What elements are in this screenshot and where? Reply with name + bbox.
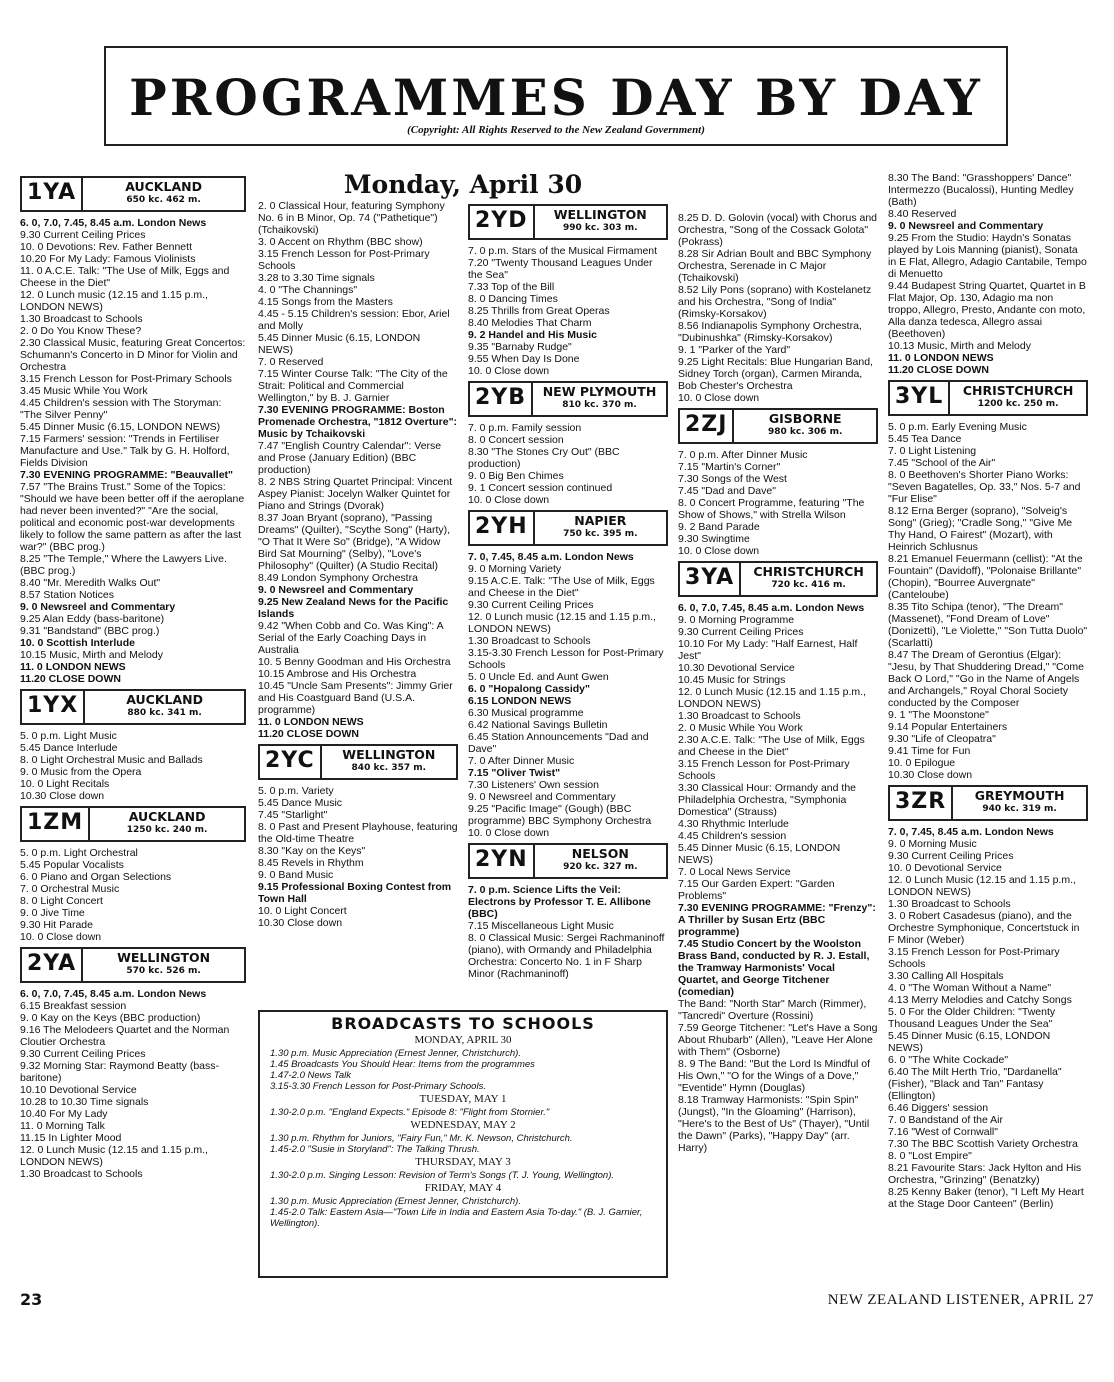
station-name: CHRISTCHURCH bbox=[753, 564, 864, 579]
listing: 9.44 Budapest String Quartet, Quartet in B Flat Major, Op. 130, Adagio ma non troppo, Allegro, Presto, Andante con moto, Alla danza tedesca, Allegro assai (Beethoven) bbox=[888, 280, 1086, 340]
station-box-3zr bbox=[888, 785, 1088, 821]
listing: 8. 0 Concert Programme, featuring "The Show of Shows," with Strella Wilson bbox=[678, 497, 865, 521]
listing: 8.47 The Dream of Gerontius (Elgar): "Jesu, by That Shuddering Dread," "Come Back O Lord," "Go in the Name of Angels and Archangels," Royal Choral Society conducted by the Composer bbox=[888, 649, 1085, 709]
listing: 7. 0 p.m. Science Lifts the Veil: Electrons by Professor T. E. Allibone (BBC) bbox=[468, 884, 651, 920]
listing: The Band: "North Star" March (Rimmer), "Tancredi" Overture (Rossini) bbox=[678, 998, 867, 1022]
listing: 10.15 Music, Mirth and Melody bbox=[20, 649, 163, 661]
listing: 8.56 Indianapolis Symphony Orchestra, "Dubinushka" (Rimsky-Korsakov) bbox=[678, 320, 862, 344]
listing: 9.30 Current Ceiling Prices bbox=[888, 850, 1014, 862]
station-box-2zj bbox=[678, 408, 878, 444]
page-header bbox=[104, 46, 1008, 146]
listing: 9. 0 Morning Programme bbox=[678, 614, 795, 626]
listing: 10.30 Close down bbox=[258, 917, 343, 929]
listing: 1.30 Broadcast to Schools bbox=[678, 710, 801, 722]
listing: 8.25 Kenny Baker (tenor), "I Left My Heart at the Stage Door Canteen" (Berlin) bbox=[888, 1186, 1084, 1210]
listing: 9. 0 Band Music bbox=[258, 869, 334, 881]
listing: 9.30 Current Ceiling Prices bbox=[20, 229, 146, 241]
column-3 bbox=[468, 200, 668, 980]
station-name: GISBORNE bbox=[768, 411, 842, 426]
listing: 4. 0 "The Channings" bbox=[258, 284, 358, 296]
listing: 9.25 From the Studio: Haydn's Sonatas played by Lois Manning (pianist), Sonata in E Flat, Allegro, Adagio Cantabile, Tempo di Menuetto bbox=[888, 232, 1087, 280]
listing: 4.45 Children's session bbox=[678, 830, 787, 842]
listing: 5. 0 For the Older Children: "Twenty Thousand Leagues Under the Sea" bbox=[888, 1006, 1056, 1030]
listing: 9. 0 Music from the Opera bbox=[20, 766, 142, 778]
listing: 7.30 Songs of the West bbox=[678, 473, 787, 485]
listing: 10. 0 Epilogue bbox=[888, 757, 956, 769]
listing: 7.16 "West of Cornwall" bbox=[888, 1126, 998, 1138]
listing: 7. 0, 7.45, 8.45 a.m. London News bbox=[468, 551, 634, 563]
listing: 9. 0 Newsreel and Commentary bbox=[888, 220, 1044, 232]
station-name: NEW PLYMOUTH bbox=[542, 384, 657, 399]
listing: 8. 0 Classical Music: Sergei Rachmaninoff (piano), with Ormandy and Philadelphia Orchestra: Concerto No. 1 in F Sharp Minor (Rachmaninoff) bbox=[468, 932, 665, 980]
station-frequency: 720 kc. 416 m. bbox=[771, 580, 846, 590]
listing: 8.40 "Mr. Meredith Walks Out" bbox=[20, 577, 161, 589]
column-2 bbox=[258, 200, 458, 929]
listing: 7.47 "English Country Calendar": Verse and Prose (January Edition) (BBC production) bbox=[258, 440, 442, 476]
listing: 7.45 "School of the Air" bbox=[888, 457, 996, 469]
station-box-2yn bbox=[468, 843, 668, 879]
listing: 10. 0 Devotions: Rev. Father Bennett bbox=[20, 241, 192, 253]
schools-item: 1.30-2.0 p.m. Singing Lesson: Revision of Term's Songs (T. J. Young, Wellington). bbox=[270, 1170, 615, 1181]
column-4 bbox=[678, 212, 878, 1154]
listing: 8. 0 "Lost Empire" bbox=[888, 1150, 972, 1162]
listing: 4.30 Rhythmic Interlude bbox=[678, 818, 789, 830]
listing: 11. 0 LONDON NEWS bbox=[258, 716, 364, 728]
listing: 9.35 "Barnaby Rudge" bbox=[468, 341, 572, 353]
station-call: 2YD bbox=[470, 206, 535, 238]
listing: 10.15 Ambrose and His Orchestra bbox=[258, 668, 417, 680]
listing: 3.15 French Lesson for Post-Primary Schools bbox=[678, 758, 850, 782]
listing: 8.25 D. D. Golovin (vocal) with Chorus and Orchestra, "Song of the Cossack Golota" (Pokrass) bbox=[678, 212, 878, 248]
listing: 10. 0 Devotional Service bbox=[888, 862, 1002, 874]
station-name: AUCKLAND bbox=[125, 179, 202, 194]
listing: 5.45 Dance Music bbox=[258, 797, 343, 809]
listing: 3.15 French Lesson for Post-Primary Schools bbox=[888, 946, 1060, 970]
listing: 11. 0 LONDON NEWS bbox=[888, 352, 994, 364]
listing: 9.30 Swingtime bbox=[678, 533, 750, 545]
column-5 bbox=[888, 172, 1088, 1210]
station-name: CHRISTCHURCH bbox=[962, 383, 1074, 398]
station-call: 1YX bbox=[22, 691, 85, 723]
station-box-1yx bbox=[20, 689, 246, 725]
listing: 1.30 Broadcast to Schools bbox=[888, 898, 1011, 910]
listing: 3.15 French Lesson for Post-Primary Schools bbox=[258, 248, 430, 272]
listing: 12. 0 Lunch Music (12.15 and 1.15 p.m., LONDON NEWS) bbox=[678, 686, 866, 710]
listing: 7.59 George Titchener: "Let's Have a Song About Rhubarb" (Allen), "Leave Her Alone with Them" (Osborne) bbox=[678, 1022, 878, 1058]
listing: 8. 0 Past and Present Playhouse, featuring the Old-time Theatre bbox=[258, 821, 458, 845]
listing: 9. 0 Kay on the Keys (BBC production) bbox=[20, 1012, 201, 1024]
listing: 9.30 Current Ceiling Prices bbox=[468, 599, 594, 611]
listing: 10. 0 Close down bbox=[468, 365, 550, 377]
listing: 5.45 Dinner Music (6.15, LONDON NEWS) bbox=[258, 332, 421, 356]
listing: 11.20 CLOSE DOWN bbox=[20, 673, 121, 685]
listing: 9. 0 Newsreel and Commentary bbox=[468, 791, 616, 803]
listing: 3.45 Music While You Work bbox=[20, 385, 148, 397]
schools-day: WEDNESDAY, MAY 2 bbox=[410, 1119, 516, 1131]
listing: 7. 0 Local News Service bbox=[678, 866, 791, 878]
listing: 9.42 "When Cobb and Co. Was King": A Serial of the Early Coaching Days in Australia bbox=[258, 620, 444, 656]
listing: 8.52 Lily Pons (soprano) with Kostelanetz and his Orchestra, "Song of India" (Rimsky-Korsakov) bbox=[678, 284, 872, 320]
listing: 6.15 Breakfast session bbox=[20, 1000, 127, 1012]
listing: 10. 0 Close down bbox=[678, 545, 760, 557]
listing: 4.45 Children's session with The Storyman: "The Silver Penny" bbox=[20, 397, 222, 421]
listing: 10.30 Close down bbox=[20, 790, 105, 802]
listing: 9.30 Hit Parade bbox=[20, 919, 93, 931]
listing: 10.45 Music for Strings bbox=[678, 674, 786, 686]
listing: 11.20 CLOSE DOWN bbox=[888, 364, 989, 376]
station-frequency: 1200 kc. 250 m. bbox=[977, 399, 1059, 409]
page-number: 23 bbox=[20, 1290, 43, 1309]
schools-day: FRIDAY, MAY 4 bbox=[424, 1182, 502, 1194]
listing: 10.10 Devotional Service bbox=[20, 1084, 137, 1096]
listing: 10.28 to 10.30 Time signals bbox=[20, 1096, 149, 1108]
listing: 9. 0 Big Ben Chimes bbox=[468, 470, 564, 482]
station-box-1zm bbox=[20, 806, 246, 842]
station-name: NAPIER bbox=[574, 513, 627, 528]
listing: 11.15 In Lighter Mood bbox=[20, 1132, 122, 1144]
listing: 12. 0 Lunch Music (12.15 and 1.15 p.m., LONDON NEWS) bbox=[888, 874, 1076, 898]
listing: 10. 0 Light Recitals bbox=[20, 778, 110, 790]
listing: 6.40 The Milt Herth Trio, "Dardanella" (Fisher), "Black and Tan" Fantasy (Ellington) bbox=[888, 1066, 1062, 1102]
listing: 7. 0 Bandstand of the Air bbox=[888, 1114, 1003, 1126]
listing: 8. 2 NBS String Quartet Principal: Vincent Aspey Pianist: Jocelyn Walker Quintet for Piano and Strings (Dvorak) bbox=[258, 476, 453, 512]
listing: 9. 1 "The Moonstone" bbox=[888, 709, 989, 721]
listing: 1.30 Broadcast to Schools bbox=[468, 635, 591, 647]
listing: 6. 0, 7.0, 7.45, 8.45 a.m. London News bbox=[20, 988, 207, 1000]
station-call: 3ZR bbox=[890, 787, 953, 819]
station-call: 2ZJ bbox=[680, 410, 734, 442]
listing: 7.30 The BBC Scottish Variety Orchestra bbox=[888, 1138, 1078, 1150]
listing: 5. 0 p.m. Variety bbox=[258, 785, 334, 797]
station-box-2yd bbox=[468, 204, 668, 240]
listing: 5.45 Dinner Music (6.15, LONDON NEWS) bbox=[678, 842, 841, 866]
listing: 8.21 Emanuel Feuermann (cellist): "At the Fountain" (Davidoff), "Polonaise Brillante" (Chopin), "Bourree Auvergnate" (Canteloube) bbox=[888, 553, 1083, 601]
listing: 5.45 Dinner Music (6.15, LONDON NEWS) bbox=[20, 421, 221, 433]
listing: 10. 0 Close down bbox=[678, 392, 760, 404]
listing: 4.13 Merry Melodies and Catchy Songs bbox=[888, 994, 1072, 1006]
listing: 7.30 EVENING PROGRAMME: Boston Promenade Orchestra, "1812 Overture": Music by Tchaikovski bbox=[258, 404, 458, 440]
station-box-2yb bbox=[468, 381, 668, 417]
listing: 8.21 Favourite Stars: Jack Hylton and His Orchestra, "Grinzing" (Benatzky) bbox=[888, 1162, 1082, 1186]
listing: 3.15-3.30 French Lesson for Post-Primary Schools bbox=[468, 647, 664, 671]
column-1 bbox=[20, 172, 246, 1180]
listing: 6. 0, 7.0, 7.45, 8.45 a.m. London News bbox=[20, 217, 207, 229]
listing: 11. 0 LONDON NEWS bbox=[20, 661, 126, 673]
schools-day: MONDAY, APRIL 30 bbox=[414, 1034, 512, 1046]
listing: 7.45 Studio Concert by the Woolston Brass Band, conducted by R. J. Estall, the Tramway Harmonists' Vocal Quartet, and George Titchener (comedian) bbox=[678, 938, 870, 998]
listing: 5. 0 p.m. Early Evening Music bbox=[888, 421, 1027, 433]
schools-item: 1.45-2.0 Talk: Eastern Asia—"Town Life in India and Eastern Asia To-day." (B. J. Garnier, Wellington). bbox=[270, 1207, 643, 1229]
listing: 7. 0 Orchestral Music bbox=[20, 883, 120, 895]
day-title: Monday, April 30 bbox=[343, 170, 583, 199]
listing: 9.25 Alan Eddy (bass-baritone) bbox=[20, 613, 165, 625]
schools-item: 1.45 Broadcasts You Should Hear: Items from the programmes bbox=[270, 1059, 535, 1070]
listing: 10.30 Close down bbox=[888, 769, 973, 781]
station-call: 2YN bbox=[470, 845, 535, 877]
listing: 3.30 Calling All Hospitals bbox=[888, 970, 1004, 982]
listing: 6. 0 "The White Cockade" bbox=[888, 1054, 1009, 1066]
listing: 8.49 London Symphony Orchestra bbox=[258, 572, 418, 584]
station-name: WELLINGTON bbox=[117, 950, 211, 965]
listing: 5.45 Dinner Music (6.15, LONDON NEWS) bbox=[888, 1030, 1051, 1054]
listing: 4. 0 "The Woman Without a Name" bbox=[888, 982, 1052, 994]
listing: 12. 0 Lunch music (12.15 and 1.15 p.m., LONDON NEWS) bbox=[20, 289, 208, 313]
listing: 12. 0 Lunch music (12.15 and 1.15 p.m., LONDON NEWS) bbox=[468, 611, 656, 635]
listing: 1.30 Broadcast to Schools bbox=[20, 313, 143, 325]
listing: 3.30 Classical Hour: Ormandy and the Philadelphia Orchestra, "Symphonia Domestica" (Strauss) bbox=[678, 782, 857, 818]
listing: 9.31 "Bandstand" (BBC prog.) bbox=[20, 625, 160, 637]
listing: 10.30 Devotional Service bbox=[678, 662, 795, 674]
listing: 10. 0 Close down bbox=[468, 827, 550, 839]
listing: 5. 0 p.m. Light Music bbox=[20, 730, 117, 742]
listing: 11.20 CLOSE DOWN bbox=[258, 728, 359, 740]
listing: 8.30 The Band: "Grasshoppers' Dance" Intermezzo (Bucalossi), Hunting Medley (Bath) bbox=[888, 172, 1074, 208]
listing: 10.10 For My Lady: "Half Earnest, Half Jest" bbox=[678, 638, 858, 662]
listing: 7.15 "Oliver Twist" bbox=[468, 767, 561, 779]
listing: 9.30 Current Ceiling Prices bbox=[20, 1048, 146, 1060]
listing: 6. 0, 7.0, 7.45, 8.45 a.m. London News bbox=[678, 602, 865, 614]
schools-day: THURSDAY, MAY 3 bbox=[415, 1156, 511, 1168]
listing: 8.35 Tito Schipa (tenor), "The Dream" (Massenet), "Fond Dream of Love" (Donizetti), "Le Violette," "Son Tutta Duolo" (Scarlatti) bbox=[888, 601, 1088, 649]
listing: 2. 0 Music While You Work bbox=[678, 722, 803, 734]
listing: 9.25 "Pacific Image" (Gough) (BBC programme) BBC Symphony Orchestra bbox=[468, 803, 652, 827]
listing: 6. 0 "Hopalong Cassidy" bbox=[468, 683, 590, 695]
listing: 3. 0 Accent on Rhythm (BBC show) bbox=[258, 236, 423, 248]
station-frequency: 980 kc. 306 m. bbox=[767, 427, 843, 437]
station-frequency: 920 kc. 327 m. bbox=[563, 862, 638, 872]
listing: 7.57 "The Brains Trust." Some of the Topics: "Should we have been better off if the aeroplane had never been invented?" "Are the social, political and economic post-war developments likely to follow the same pattern as after the last war?" (BBC prog.) bbox=[20, 481, 245, 553]
station-name: AUCKLAND bbox=[126, 692, 203, 707]
station-call: 2YA bbox=[22, 949, 83, 981]
listing: 8.37 Joan Bryant (soprano), "Passing Dreams" (Quilter), "Scythe Song" (Harty), "O That It Were So" (Bridge), "A Widow Bird Sat Mourning" (Selby), "Love's Philosophy" (Quilter) (A Studio Recital) bbox=[258, 512, 451, 572]
listing: 10. 0 Close down bbox=[468, 494, 550, 506]
schools-item: 1.30 p.m. Music Appreciation (Ernest Jenner, Christchurch). bbox=[270, 1196, 521, 1207]
listing: 7. 0 After Dinner Music bbox=[468, 755, 575, 767]
listing: 10.20 For My Lady: Famous Violinists bbox=[20, 253, 196, 265]
listing: 7.15 Winter Course Talk: "The City of the Strait: Political and Commercial Wellington," by B. J. Garnier bbox=[258, 368, 448, 404]
schools-box bbox=[258, 1010, 668, 1278]
listing: 6. 0 Piano and Organ Selections bbox=[20, 871, 172, 883]
listing: 7.20 "Twenty Thousand Leagues Under the Sea" bbox=[468, 257, 653, 281]
station-name: WELLINGTON bbox=[553, 207, 647, 222]
listing: 8.57 Station Notices bbox=[20, 589, 114, 601]
listing: 6.15 LONDON NEWS bbox=[468, 695, 572, 707]
station-box-2yc bbox=[258, 744, 458, 780]
listing: 12. 0 Lunch Music (12.15 and 1.15 p.m., LONDON NEWS) bbox=[20, 1144, 208, 1168]
listing: 9. 1 "Parker of the Yard" bbox=[678, 344, 791, 356]
listing: 8.30 "The Stones Cry Out" (BBC production) bbox=[468, 446, 620, 470]
listing: 8.18 Tramway Harmonists: "Spin Spin" (Jungst), "In the Gloaming" (Harrison), "Here's to the Best of Us" (Thayer), "Until the Dawn" (Parks), "Happy Day" (arr. Harry) bbox=[678, 1094, 870, 1154]
listing: 1.30 Broadcast to Schools bbox=[20, 1168, 143, 1180]
listing: 7. 0 Reserved bbox=[258, 356, 324, 368]
listing: 9. 0 Newsreel and Commentary bbox=[258, 584, 414, 596]
schools-item: 1.30 p.m. Music Appreciation (Ernest Jenner, Christchurch). bbox=[270, 1048, 521, 1059]
schools-title: BROADCASTS TO SCHOOLS bbox=[331, 1014, 595, 1033]
listing: 8.12 Erna Berger (soprano), "Solveig's Song" (Grieg); "Cradle Song," "Give Me Thy Hand, O Fairest" (Mozart), with Heinrich Schlusnus bbox=[888, 505, 1073, 553]
station-name: AUCKLAND bbox=[128, 809, 206, 824]
listing: 5.45 Dance Interlude bbox=[20, 742, 118, 754]
listing: 9.55 When Day Is Done bbox=[468, 353, 580, 365]
listing: 7.15 Farmers' session: "Trends in Fertiliser Manufacture and Use." Talk by G. H. Holford, Fields Division bbox=[20, 433, 230, 469]
schools-item: 1.47-2.0 News Talk bbox=[270, 1070, 351, 1081]
listing: 9. 2 Handel and His Music bbox=[468, 329, 597, 341]
listing: 3.15 French Lesson for Post-Primary Schools bbox=[20, 373, 232, 385]
listing: 7. 0 p.m. Family session bbox=[468, 422, 582, 434]
listing: 9. 0 Morning Music bbox=[888, 838, 977, 850]
listing: 8.45 Revels in Rhythm bbox=[258, 857, 364, 869]
publication-line: NEW ZEALAND LISTENER, APRIL 27 bbox=[827, 1292, 1094, 1308]
copyright-notice: (Copyright: All Rights Reserved to the New Zealand Government) bbox=[407, 124, 705, 136]
listing: 10.40 For My Lady bbox=[20, 1108, 108, 1120]
listing: 8. 9 The Band: "But the Lord Is Mindful of His Own," "O for the Wings of a Dove," "Eventide" Hymn (Douglas) bbox=[678, 1058, 871, 1094]
station-frequency: 940 kc. 319 m. bbox=[982, 804, 1057, 814]
schools-item: 1.30-2.0 p.m. "England Expects." Episode 8: "Flight from Stornier." bbox=[270, 1107, 550, 1118]
listing: 7.30 EVENING PROGRAMME: "Beauvallet" bbox=[20, 469, 234, 481]
listing: 10.45 "Uncle Sam Presents": Jimmy Grier and His Coastguard Band (U.S.A. programme) bbox=[258, 680, 453, 716]
listing: 7. 0, 7.45, 8.45 a.m. London News bbox=[888, 826, 1054, 838]
listing: 9. 2 Band Parade bbox=[678, 521, 760, 533]
listing: 9.15 A.C.E. Talk: "The Use of Milk, Eggs and Cheese in the Diet" bbox=[468, 575, 655, 599]
station-box-2yh bbox=[468, 510, 668, 546]
listing: 8.25 Thrills from Great Operas bbox=[468, 305, 610, 317]
station-name: NELSON bbox=[571, 846, 629, 861]
listing: 2. 0 Do You Know These? bbox=[20, 325, 142, 337]
listing: 9.15 Professional Boxing Contest from Town Hall bbox=[258, 881, 452, 905]
listing: 5. 0 Uncle Ed. and Aunt Gwen bbox=[468, 671, 609, 683]
listing: 5.45 Tea Dance bbox=[888, 433, 962, 445]
station-frequency: 990 kc. 303 m. bbox=[562, 223, 638, 233]
listing: 6.42 National Savings Bulletin bbox=[468, 719, 608, 731]
listing: 2.30 A.C.E. Talk: "The Use of Milk, Eggs and Cheese in the Diet" bbox=[678, 734, 865, 758]
station-call: 1YA bbox=[22, 178, 83, 210]
listing: 8. 0 Concert session bbox=[468, 434, 564, 446]
listing: 8. 0 Beethoven's Shorter Piano Works: "Seven Bagatelles, Op. 33," Nos. 5-7 and "Fur Elise" bbox=[888, 469, 1081, 505]
station-box-3ya bbox=[678, 561, 878, 597]
station-box-1ya bbox=[20, 176, 246, 212]
listing: 2. 0 Classical Hour, featuring Symphony No. 6 in B Minor, Op. 74 ("Pathetique") (Tchaikovski) bbox=[258, 200, 445, 236]
station-frequency: 570 kc. 526 m. bbox=[126, 966, 201, 976]
listing: 7. 0 Light Listening bbox=[888, 445, 977, 457]
listing: 9.25 Light Recitals: Blue Hungarian Band, Sidney Torch (organ), Carmen Miranda, Bob Chester's Orchestra bbox=[678, 356, 873, 392]
listing: 7.15 "Martin's Corner" bbox=[678, 461, 781, 473]
listing: 6.46 Diggers' session bbox=[888, 1102, 989, 1114]
listing: 10. 0 Scottish Interlude bbox=[20, 637, 135, 649]
station-name: GREYMOUTH bbox=[974, 788, 1065, 803]
listing: 11. 0 Morning Talk bbox=[20, 1120, 105, 1132]
listing: 9.30 Current Ceiling Prices bbox=[678, 626, 804, 638]
station-call: 3YA bbox=[680, 563, 741, 595]
schools-item: 1.45-2.0 "Susie in Storyland": The Talking Thrush. bbox=[270, 1144, 480, 1155]
listing: 6.30 Musical programme bbox=[468, 707, 584, 719]
listing: 7.45 "Starlight" bbox=[258, 809, 328, 821]
listing: 8.40 Reserved bbox=[888, 208, 957, 220]
listing: 7.30 Listeners' Own session bbox=[468, 779, 599, 791]
listing: 10.13 Music, Mirth and Melody bbox=[888, 340, 1031, 352]
station-frequency: 1250 kc. 240 m. bbox=[126, 825, 208, 835]
schools-item: 1.30 p.m. Rhythm for Juniors, "Fairy Fun," Mr. K. Newson, Christchurch. bbox=[270, 1133, 573, 1144]
station-frequency: 810 kc. 370 m. bbox=[562, 400, 637, 410]
listing: 7. 0 p.m. Stars of the Musical Firmament bbox=[468, 245, 658, 257]
listing: 7.15 Miscellaneous Light Music bbox=[468, 920, 614, 932]
station-frequency: 880 kc. 341 m. bbox=[127, 708, 202, 718]
listing: 10. 0 Light Concert bbox=[258, 905, 347, 917]
schools-day: TUESDAY, MAY 1 bbox=[419, 1093, 507, 1105]
listing: 8.40 Melodies That Charm bbox=[468, 317, 592, 329]
listing: 9.30 "Life of Cleopatra" bbox=[888, 733, 996, 745]
listing: 8.25 "The Temple," Where the Lawyers Live. (BBC prog.) bbox=[20, 553, 227, 577]
listing: 8. 0 Light Concert bbox=[20, 895, 103, 907]
listing: 9.14 Popular Entertainers bbox=[888, 721, 1008, 733]
station-frequency: 840 kc. 357 m. bbox=[351, 763, 427, 773]
station-name: WELLINGTON bbox=[342, 747, 436, 762]
listing: 9. 0 Jive Time bbox=[20, 907, 85, 919]
listing: 5. 0 p.m. Light Orchestral bbox=[20, 847, 138, 859]
listing: 4.15 Songs from the Masters bbox=[258, 296, 393, 308]
listing: 9.32 Morning Star: Raymond Beatty (bass-baritone) bbox=[20, 1060, 220, 1084]
station-call: 1ZM bbox=[22, 808, 90, 840]
listing: 7.30 EVENING PROGRAMME: "Frenzy": A Thriller by Susan Ertz (BBC programme) bbox=[678, 902, 876, 938]
station-call: 2YH bbox=[470, 512, 535, 544]
listing: 2.30 Classical Music, featuring Great Concertos: Schumann's Concerto in D Minor for Violin and Orchestra bbox=[20, 337, 246, 373]
listing: 7.45 "Dad and Dave" bbox=[678, 485, 776, 497]
listing: 8. 0 Dancing Times bbox=[468, 293, 558, 305]
listing: 9. 0 Morning Variety bbox=[468, 563, 562, 575]
listing: 10. 0 Close down bbox=[20, 931, 102, 943]
station-box-2ya bbox=[20, 947, 246, 983]
listing: 7. 0 p.m. After Dinner Music bbox=[678, 449, 808, 461]
page-title: PROGRAMMES DAY BY DAY bbox=[129, 68, 983, 127]
station-call: 3YL bbox=[890, 382, 950, 414]
listing: 8.28 Sir Adrian Boult and BBC Symphony Orchestra, Serenade in C Major (Tchaikovski) bbox=[678, 248, 872, 284]
listing: 8.30 "Kay on the Keys" bbox=[258, 845, 366, 857]
listing: 6.45 Station Announcements "Dad and Dave" bbox=[468, 731, 649, 755]
schools-item: 3.15-3.30 French Lesson for Post-Primary Schools. bbox=[270, 1081, 486, 1092]
station-frequency: 750 kc. 395 m. bbox=[563, 529, 638, 539]
listing: 9.16 The Melodeers Quartet and the Norman Cloutier Orchestra bbox=[20, 1024, 230, 1048]
listing: 7.33 Top of the Bill bbox=[468, 281, 555, 293]
listing: 8. 0 Light Orchestral Music and Ballads bbox=[20, 754, 203, 766]
listing: 9.25 New Zealand News for the Pacific Islands bbox=[258, 596, 449, 620]
listing: 5.45 Popular Vocalists bbox=[20, 859, 124, 871]
listing: 9. 1 Concert session continued bbox=[468, 482, 613, 494]
listing: 9.41 Time for Fun bbox=[888, 745, 971, 757]
listing: 4.45 - 5.15 Children's session: Ebor, Ariel and Molly bbox=[258, 308, 450, 332]
listing: 3. 0 Robert Casadesus (piano), and the Orchestre Symphonique, Concertstuck in F Minor (Weber) bbox=[888, 910, 1080, 946]
listing: 11. 0 A.C.E. Talk: "The Use of Milk, Eggs and Cheese in the Diet" bbox=[20, 265, 230, 289]
listing: 3.28 to 3.30 Time signals bbox=[258, 272, 375, 284]
station-frequency: 650 kc. 462 m. bbox=[126, 195, 201, 205]
listing: 10. 5 Benny Goodman and His Orchestra bbox=[258, 656, 451, 668]
station-box-3yl bbox=[888, 380, 1088, 416]
listing: 9. 0 Newsreel and Commentary bbox=[20, 601, 176, 613]
station-call: 2YC bbox=[260, 746, 322, 778]
station-call: 2YB bbox=[470, 383, 533, 415]
listing: 7.15 Our Garden Expert: "Garden Problems" bbox=[678, 878, 835, 902]
